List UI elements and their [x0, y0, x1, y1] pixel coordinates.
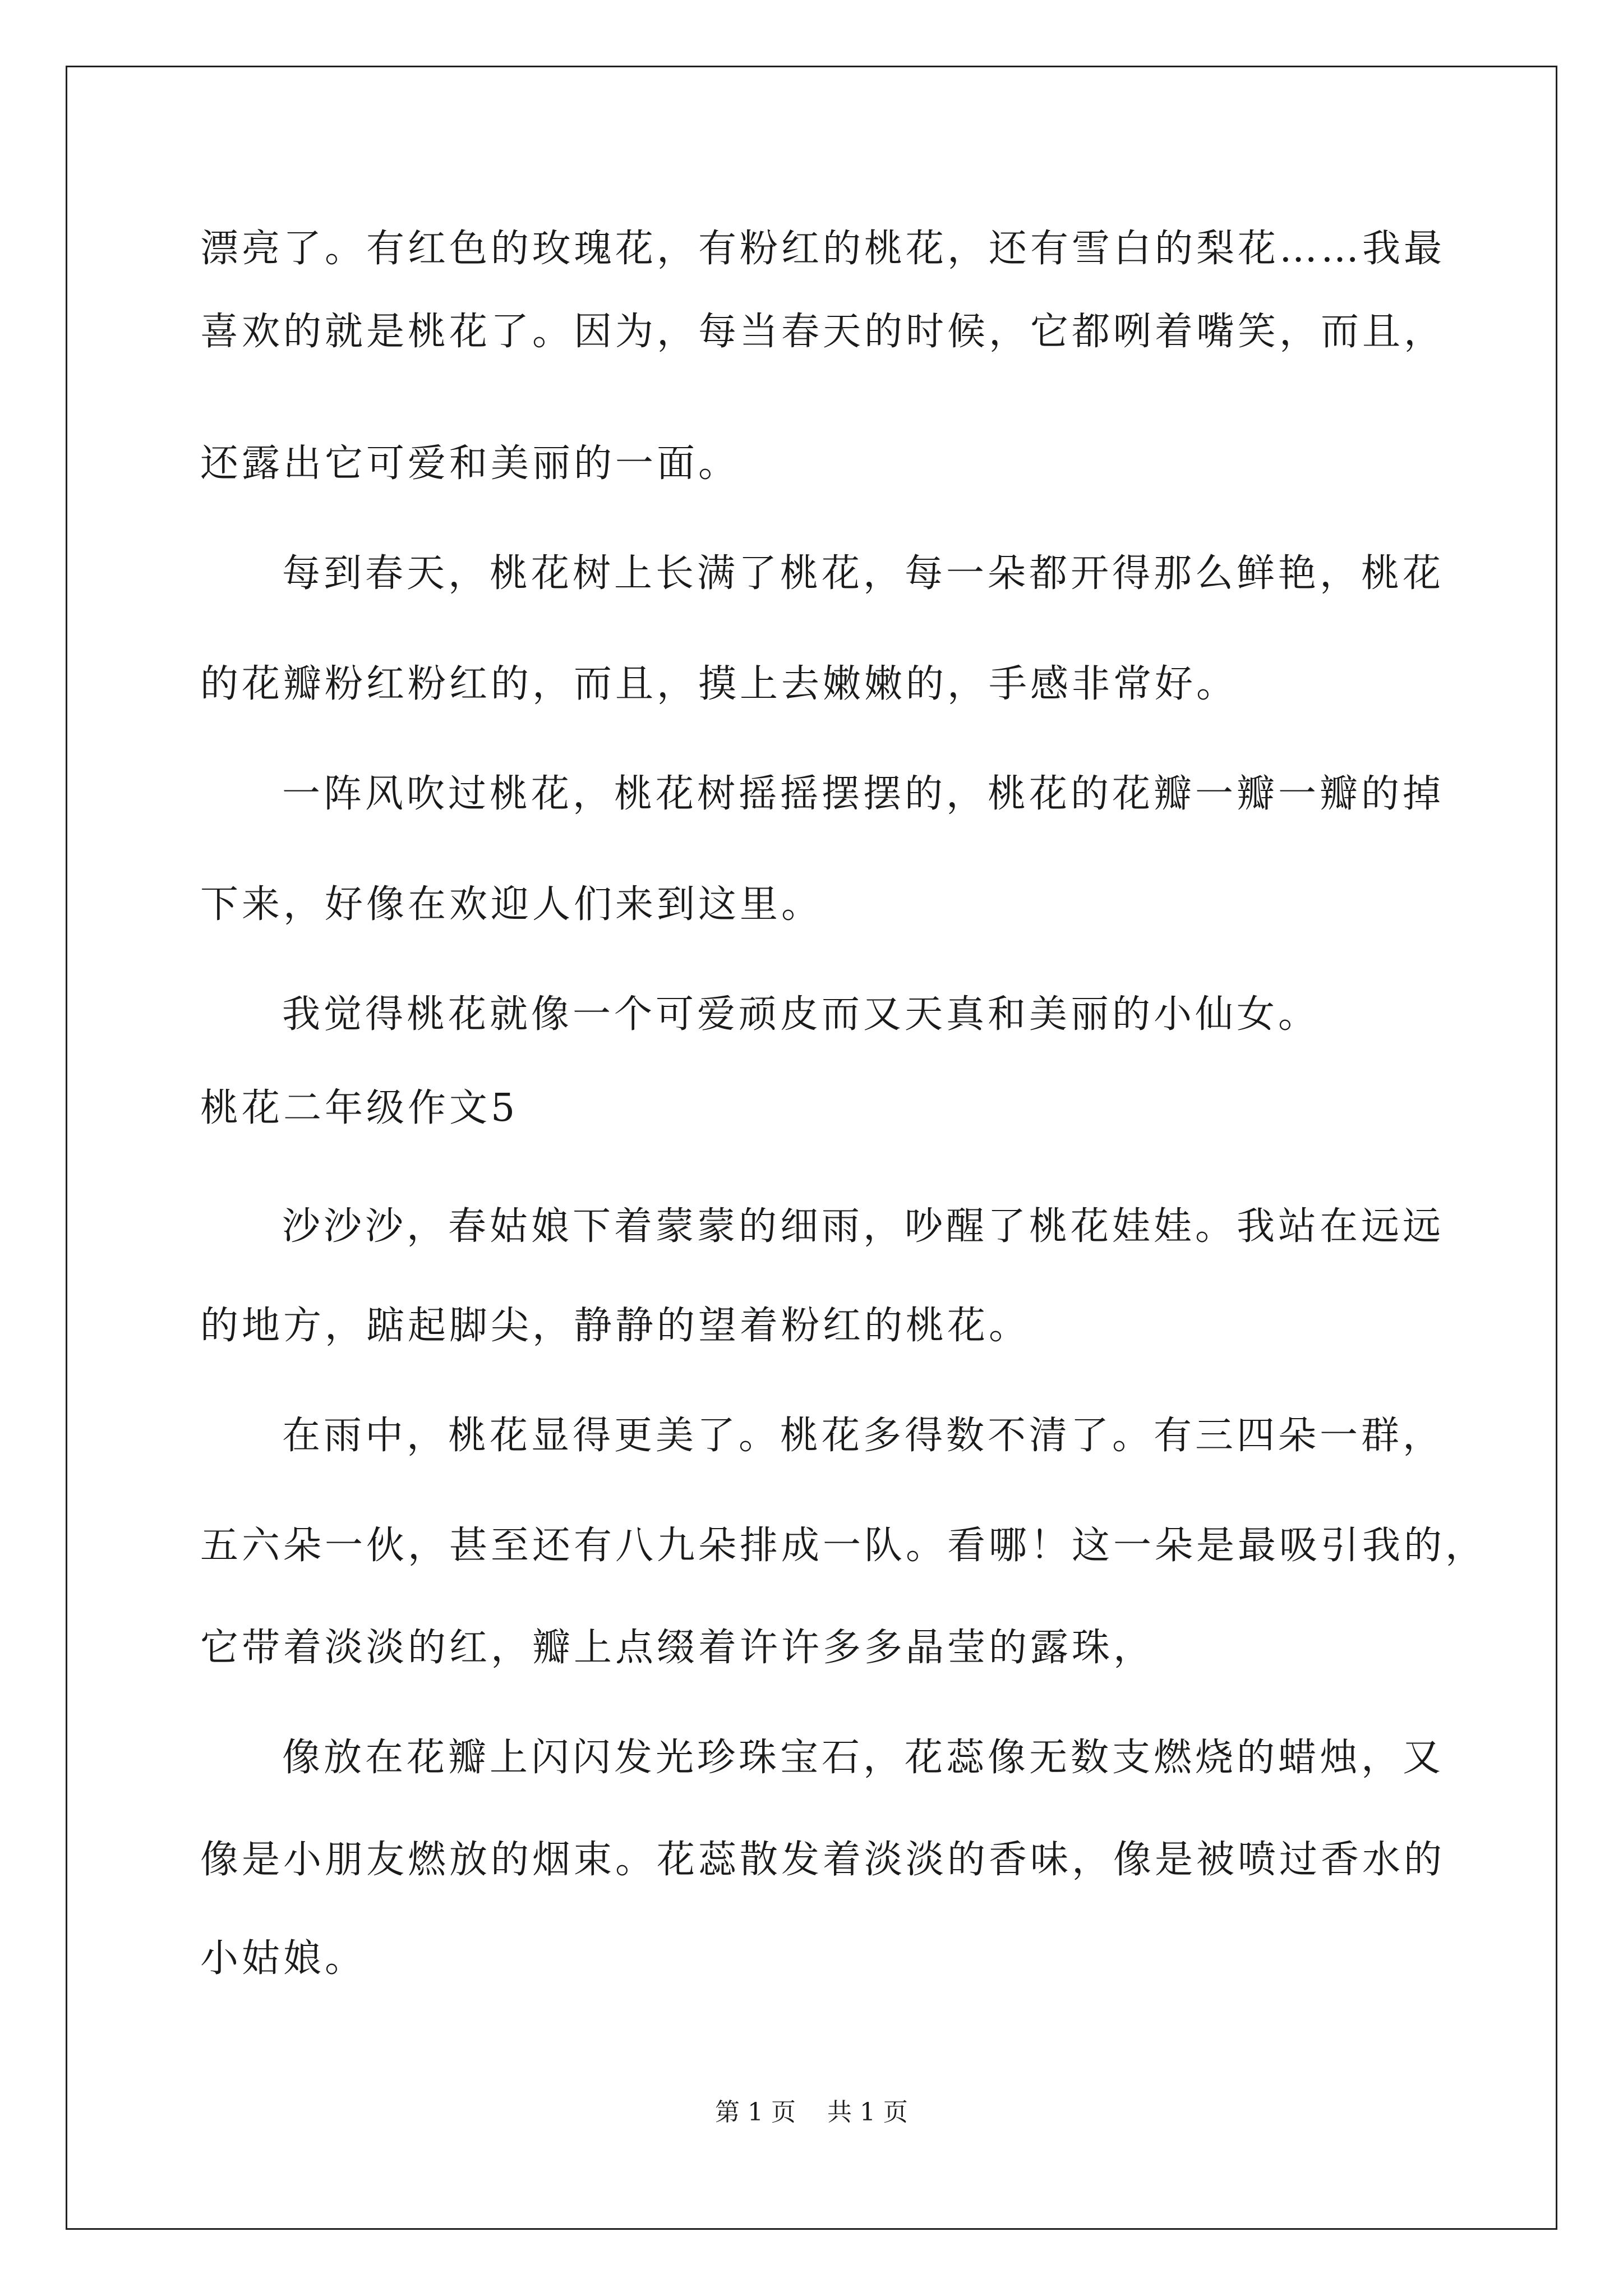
paragraph-first-line: 在雨中，桃花显得更美了。桃花多得数不清了。有三四朵一群， — [282, 1414, 1445, 1458]
paragraph-first-line: 沙沙沙，春姑娘下着蒙蒙的细雨，吵醒了桃花娃娃。我站在远远 — [282, 1204, 1445, 1249]
text-line: 的地方，踮起脚尖，静静的望着粉红的桃花。 — [200, 1304, 1031, 1348]
section-heading: 桃花二年级作文5 — [200, 1086, 519, 1130]
page-number-footer: 第 1 页 共 1 页 — [715, 2098, 908, 2127]
paragraph-first-line: 我觉得桃花就像一个可爱顽皮而又天真和美丽的小仙女。 — [282, 992, 1320, 1037]
text-line: 五六朵一伙，甚至还有八九朵排成一队。看哪！这一朵是最吸引我的， — [200, 1524, 1487, 1568]
page-border — [66, 66, 1557, 2230]
paragraph-first-line: 像放在花瓣上闪闪发光珍珠宝石，花蕊像无数支燃烧的蜡烛，又 — [282, 1736, 1445, 1780]
text-line: 小姑娘。 — [200, 1936, 367, 1981]
paragraph-first-line: 每到春天，桃花树上长满了桃花，每一朵都开得那么鲜艳，桃花 — [282, 551, 1445, 596]
text-line: 的花瓣粉红粉红的，而且，摸上去嫩嫩的，手感非常好。 — [200, 662, 1238, 706]
paragraph-first-line: 一阵风吹过桃花，桃花树摇摇摆摆的，桃花的花瓣一瓣一瓣的掉 — [282, 772, 1445, 816]
text-line: 它带着淡淡的红，瓣上点缀着许许多多晶莹的露珠， — [200, 1626, 1155, 1670]
text-line: 喜欢的就是桃花了。因为，每当春天的时候，它都咧着嘴笑，而且， — [200, 310, 1446, 354]
text-line: 还露出它可爱和美丽的一面。 — [200, 441, 740, 486]
text-line: 漂亮了。有红色的玫瑰花，有粉红的桃花，还有雪白的梨花……我最 — [200, 227, 1446, 271]
text-line: 像是小朋友燃放的烟束。花蕊散发着淡淡的香味，像是被喷过香水的 — [200, 1838, 1446, 1882]
text-line: 下来，好像在欢迎人们来到这里。 — [200, 882, 823, 927]
